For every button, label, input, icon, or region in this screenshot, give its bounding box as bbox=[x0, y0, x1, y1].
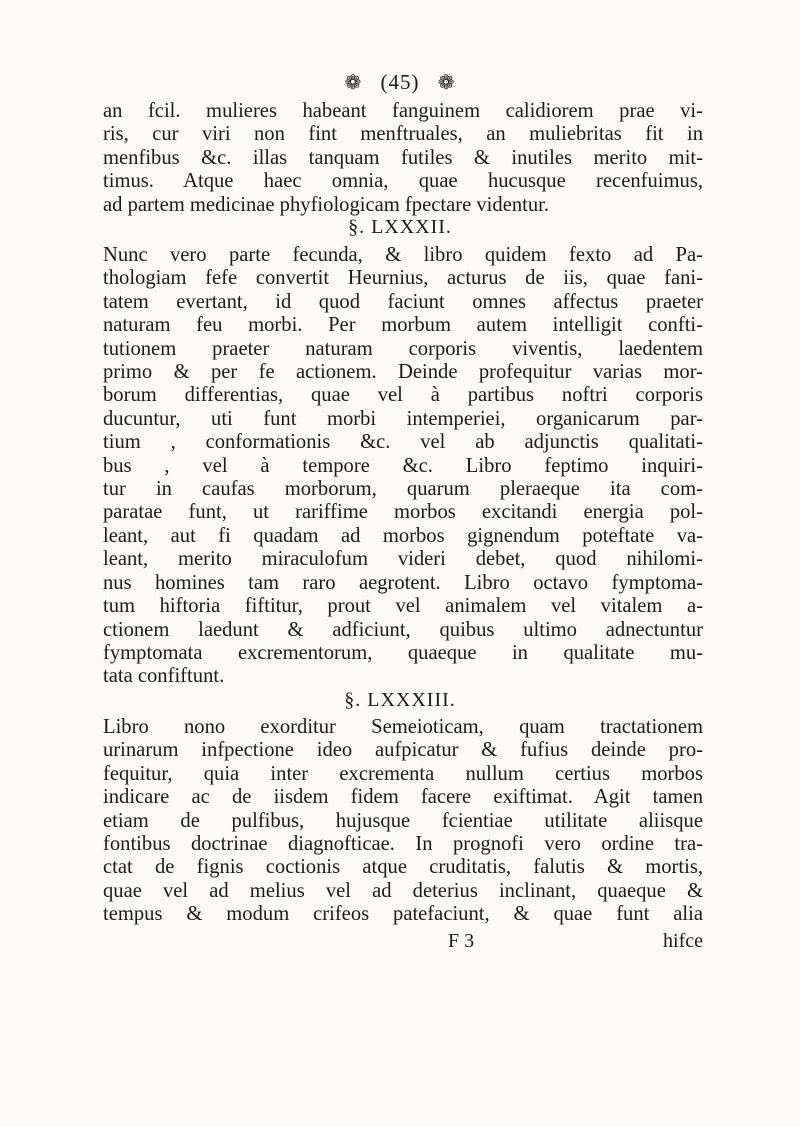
text-line: tur in caufas morborum, quarum pleraeque ita com- bbox=[103, 478, 703, 501]
text-line: leant, aut fi quadam ad morbos gignendum poteftate va- bbox=[103, 524, 703, 547]
text-line: borum differentias, quae vel à partibus noftri corporis bbox=[103, 384, 703, 407]
text-line: menfibus &c. illas tanquam futiles & inutiles merito mit- bbox=[103, 146, 703, 169]
paragraph-3 bbox=[103, 716, 703, 927]
page-footer bbox=[103, 930, 703, 953]
text-line: naturam feu morbi. Per morbum autem intelligit confti- bbox=[103, 314, 703, 337]
text-line: etiam de pulfibus, hujusque fcientiae utilitate aliisque bbox=[103, 809, 703, 832]
text-line: Libro nono exorditur Semeioticam, quam tractationem bbox=[103, 716, 703, 738]
text-line: thologiam fefe convertit Heurnius, acturus de iis, quae fani- bbox=[103, 267, 703, 290]
text-line: ad partem medicinae phyfiologicam fpectare videntur. bbox=[103, 193, 550, 216]
text-line: urinarum infpectione ideo aufpicatur & fufius deinde pro- bbox=[103, 739, 703, 762]
text-line: ctat de fignis coctionis atque cruditatis, falutis & mortis, bbox=[103, 856, 703, 879]
text-line: primo & per fe actionem. Deinde profequitur varias mor- bbox=[103, 361, 703, 384]
paragraph-2 bbox=[103, 244, 703, 689]
text-line: bus , vel à tempore &c. Libro feptimo inquiri- bbox=[103, 454, 703, 477]
text-line: tum hiftoria fiftitur, prout vel animalem vel vitalem a- bbox=[103, 595, 703, 618]
text-line: an fcil. mulieres habeant fanguinem calidiorem prae vi- bbox=[103, 100, 703, 122]
text-line: tatem evertant, id quod faciunt omnes affectus praeter bbox=[103, 290, 703, 313]
text-line: paratae funt, ut rariffime morbos excitandi energia pol- bbox=[103, 501, 703, 524]
text-line: leant, merito miraculofum videri debet, quod nihilomi- bbox=[103, 548, 703, 571]
paragraph-1 bbox=[103, 100, 703, 217]
text-line: quae vel ad melius vel ad deterius inclinant, quaeque & bbox=[103, 879, 703, 902]
text-line: ducuntur, uti funt morbi intemperiei, organicarum par- bbox=[103, 407, 703, 430]
catchword: hifce bbox=[663, 930, 703, 952]
text-line: Nunc vero parte fecunda, & libro quidem fexto ad Pa- bbox=[103, 244, 703, 266]
text-line: tutionem praeter naturam corporis viventis, laedentem bbox=[103, 337, 703, 360]
text-line: ctionem laedunt & adficiunt, quibus ultimo adnectuntur bbox=[103, 618, 703, 641]
section-heading-lxxxii: §. LXXXII. bbox=[348, 216, 452, 238]
page-header bbox=[0, 70, 800, 95]
page-number: (45) bbox=[380, 70, 420, 94]
text-line: timus. Atque haec omnia, quae hucusque recenfuimus, bbox=[103, 170, 703, 193]
section-heading-lxxxiii: §. LXXXIII. bbox=[344, 689, 456, 711]
text-line: tempus & modum crifeos patefaciunt, & quae funt alia bbox=[103, 903, 703, 926]
signature-mark: F 3 bbox=[448, 930, 475, 952]
text-line: tata confiftunt. bbox=[103, 665, 225, 688]
text-line: indicare ac de iisdem fidem facere exiftimat. Agit tamen bbox=[103, 786, 703, 809]
ornament-left-icon: ❁ bbox=[344, 72, 363, 94]
text-line: nus homines tam raro aegrotent. Libro octavo fymptoma- bbox=[103, 571, 703, 594]
text-line: fymptomata excrementorum, quaeque in qualitate mu- bbox=[103, 641, 703, 664]
text-line: fequitur, quia inter excrementa nullum certius morbos bbox=[103, 762, 703, 785]
text-line: ris, cur viri non fint menftruales, an muliebritas fit in bbox=[103, 123, 703, 146]
text-line: tium , conformationis &c. vel ab adjunctis qualitati- bbox=[103, 431, 703, 454]
text-line: fontibus doctrinae diagnofticae. In prognofi vero ordine tra- bbox=[103, 833, 703, 856]
ornament-right-icon: ❁ bbox=[437, 72, 456, 94]
